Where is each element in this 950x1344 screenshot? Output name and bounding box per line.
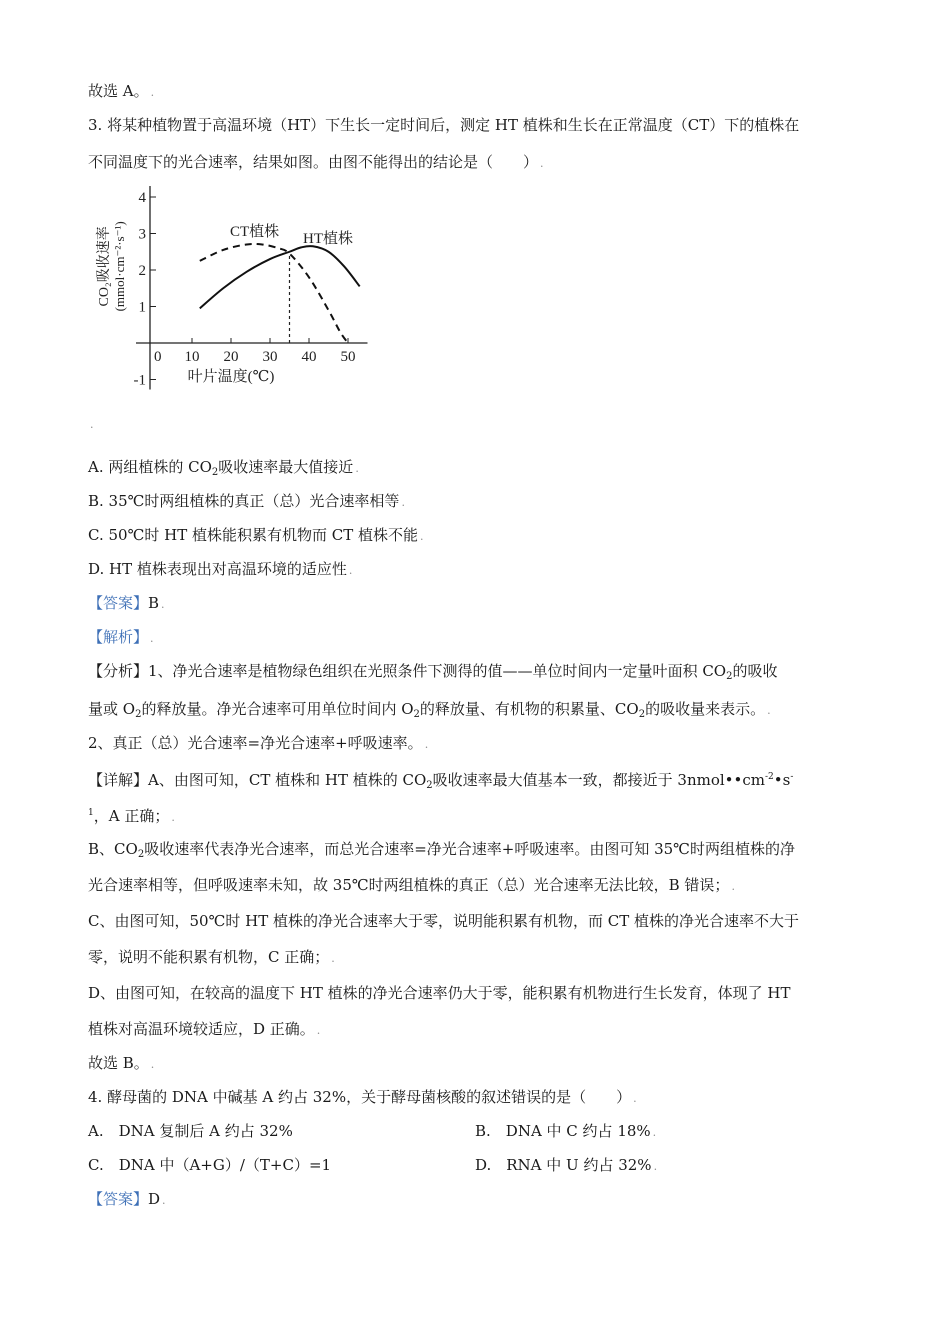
series-line-ct (200, 244, 348, 343)
detail-a-line-1: 【详解】A、由图可知，CT 植株和 HT 植株的 $CO_2$吸收速率最大值基本一致，都接近于 $3nmol••cm^{-2}•s^-$ (88, 771, 794, 791)
q4-option-b: B. DNA 中 C 约占 18% . (475, 1122, 657, 1140)
q4-option-c: C. DNA 中（A+G）/（T+C）=1 (88, 1156, 332, 1174)
y-tick-label: 1 (138, 299, 146, 316)
detail-a-line-2: $^1$，A 正确； . (88, 807, 175, 825)
text-line: 故选 A。 . (88, 82, 155, 100)
answer-line: 【答案】B . (88, 594, 165, 612)
q4-answer-line: 【答案】D . (88, 1190, 166, 1208)
photosynthesis-chart (88, 180, 388, 410)
y-tick-label: 4 (138, 190, 146, 206)
detail-c-line-2: 零，说明不能积累有机物，C 正确； . (88, 948, 335, 966)
x-tick-label: 30 (262, 349, 278, 365)
analysis-line-2: 量或 $O_2$的释放量。净光合速率可用单位时间内 $O_2$的释放量、有机物的积累量、$CO_2$的吸收量来表示。 . (88, 700, 771, 720)
option-a: A. 两组植株的 $CO_2$吸收速率最大值接近 . (88, 458, 359, 478)
y-tick-label: 3 (138, 226, 146, 243)
x-axis-label: 叶片温度(℃) (187, 369, 275, 385)
question-4-stem: 4. 酵母菌的 DNA 中碱基 A 约占 32%，关于酵母菌核酸的叙述错误的是（ ） . (88, 1088, 637, 1106)
y-axis-unit: (mmol·cm⁻²·s⁻¹) (112, 221, 127, 312)
analysis-header: 【解析】 . (88, 628, 154, 646)
x-tick-label: 40 (301, 349, 317, 365)
detail-b-line-2: 光合速率相等，但呼吸速率未知，故 35℃时两组植株的真正（总）光合速率无法比较，B 错误； . (88, 876, 735, 894)
y-tick-label: 2 (138, 263, 146, 279)
question-3-stem: 3. 将某种植物置于高温环境（HT）下生长一定时间后，测定 HT 植株和生长在正常温度（CT）下的植株在 (88, 116, 800, 134)
analysis-line-1: 【分析】1、净光合速率是植物绿色组织在光照条件下测得的值——单位时间内一定量叶面积 $CO_2$的吸收 (88, 662, 778, 682)
x-tick-label: 10 (184, 349, 200, 365)
detail-d-line-2: 植株对高温环境较适应，D 正确。 . (88, 1020, 321, 1038)
option-d: D. HT 植株表现出对高温环境的适应性 . (88, 560, 353, 578)
spacer-mark: . (90, 418, 94, 431)
q4-option-d: D. RNA 中 U 约占 32% . (475, 1156, 658, 1174)
analysis-line-3: 2、真正（总）光合速率=净光合速率+呼吸速率。 . (88, 734, 429, 752)
question-3-stem-cont: 不同温度下的光合速率，结果如图。由图不能得出的结论是（ ） . (88, 153, 544, 171)
y-axis-label: CO₂吸收速率 (97, 226, 112, 307)
q4-option-a: A. DNA 复制后 A 约占 32% (88, 1122, 293, 1140)
detail-d-line-1: D、由图可知，在较高的温度下 HT 植株的净光合速率仍大于零，能积累有机物进行生长发育，体现了 HT (88, 984, 791, 1002)
x-tick-label: 20 (223, 349, 239, 365)
series-label-ct: CT植株 (230, 224, 280, 240)
option-b: B. 35℃时两组植株的真正（总）光合速率相等 . (88, 492, 405, 510)
conclusion-line: 故选 B。 . (88, 1054, 155, 1072)
chart-axes (133, 186, 368, 389)
x-tick-label: 0 (154, 349, 162, 365)
detail-c-line-1: C、由图可知，50℃时 HT 植株的净光合速率大于零，说明能积累有机物，而 CT 植株的净光合速率不大于 (88, 912, 799, 930)
series-label-ht: HT植株 (303, 231, 353, 247)
x-tick-label: 50 (340, 349, 356, 365)
chart-series (200, 244, 360, 343)
chart-ticks (134, 190, 356, 389)
series-line-ht (200, 246, 360, 308)
y-tick-label: -1 (133, 372, 146, 389)
detail-b-line-1: B、$CO_2$吸收速率代表净光合速率，而总光合速率=净光合速率+呼吸速率。由图可知 35℃时两组植株的净 (88, 840, 795, 860)
option-c: C. 50℃时 HT 植株能积累有机物而 CT 植株不能 . (88, 526, 424, 544)
